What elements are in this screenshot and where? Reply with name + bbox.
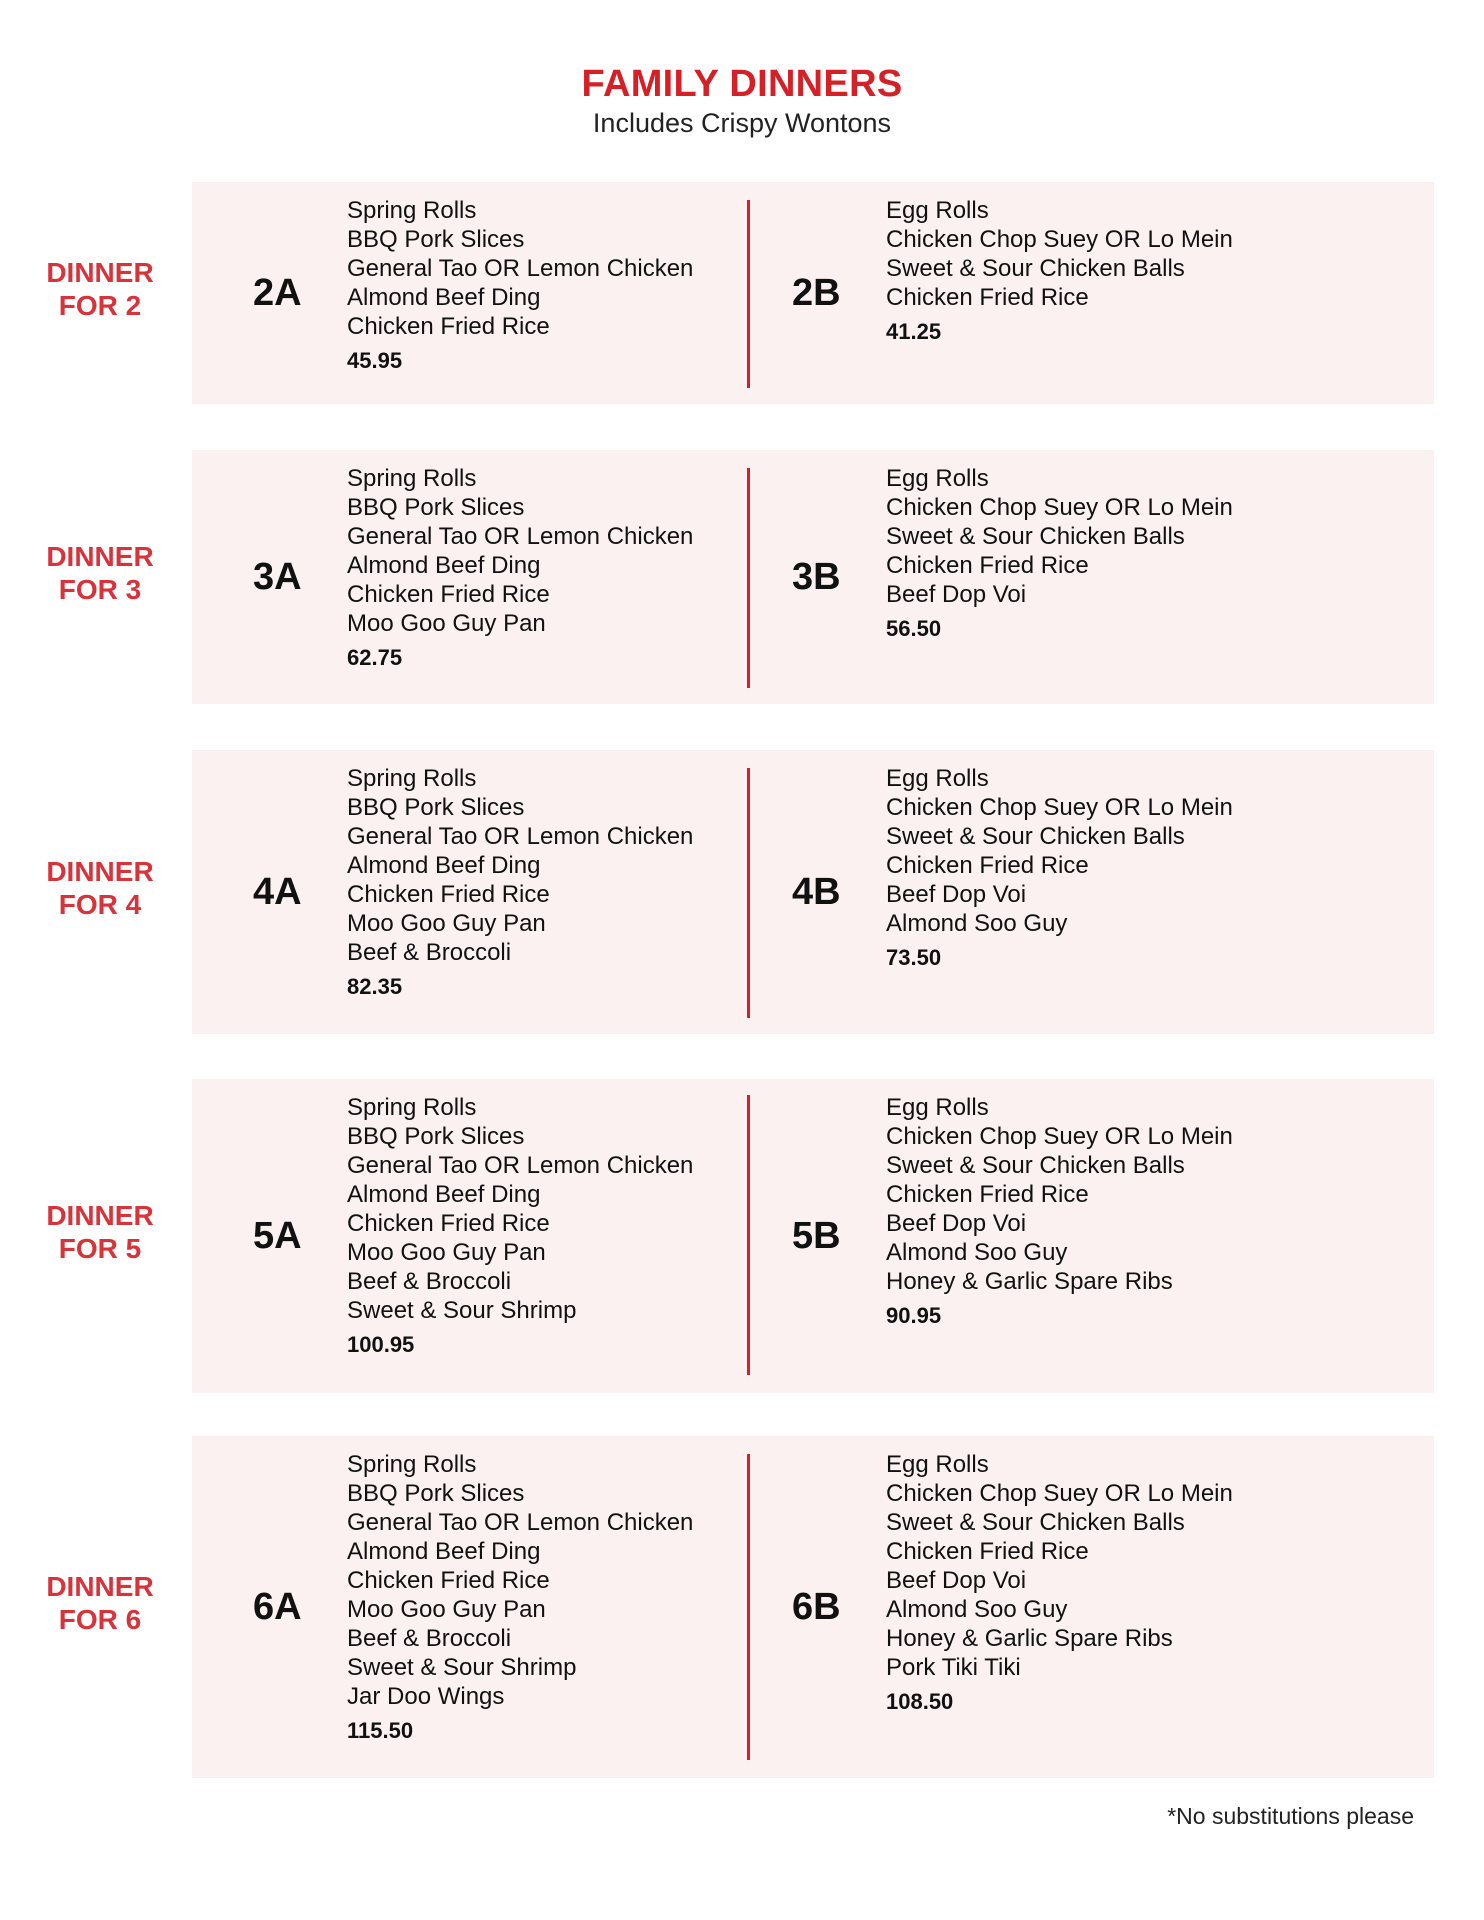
menu-item: Sweet & Sour Chicken Balls — [886, 1509, 1185, 1536]
section-label-line1: DINNER — [46, 541, 154, 572]
menu-item: Almond Beef Ding — [347, 1181, 541, 1208]
menu-item: Chicken Fried Rice — [347, 313, 550, 340]
option-items-2b — [886, 196, 1233, 345]
menu-item: Beef Dop Voi — [886, 881, 1027, 908]
menu-item: Moo Goo Guy Pan — [347, 1239, 546, 1266]
section-label-line2: FOR 5 — [58, 1233, 142, 1264]
menu-item: Spring Rolls — [347, 1451, 477, 1478]
menu-item: Chicken Fried Rice — [347, 881, 550, 908]
option-price-3a: 62.75 — [347, 645, 403, 670]
menu-item: Beef Dop Voi — [886, 1567, 1027, 1594]
dinner-panel-6 — [192, 1436, 1434, 1778]
section-label-line2: FOR 6 — [58, 1604, 142, 1635]
menu-item: Chicken Chop Suey OR Lo Mein — [886, 1123, 1233, 1150]
menu-item: Beef Dop Voi — [886, 581, 1027, 608]
option-price-4a: 82.35 — [347, 974, 403, 999]
section-label-line1: DINNER — [46, 257, 154, 288]
dinner-panel-4 — [192, 750, 1434, 1034]
menu-item: Chicken Fried Rice — [886, 284, 1089, 311]
menu-item: Egg Rolls — [886, 465, 989, 492]
menu-item: Almond Beef Ding — [347, 284, 541, 311]
menu-item: Sweet & Sour Chicken Balls — [886, 823, 1185, 850]
menu-item: Sweet & Sour Shrimp — [347, 1297, 577, 1324]
menu-item: Spring Rolls — [347, 1094, 477, 1121]
menu-item: Honey & Garlic Spare Ribs — [886, 1268, 1173, 1295]
option-price-4b: 73.50 — [886, 945, 942, 970]
dinner-panel-2 — [192, 182, 1434, 404]
menu-item: Chicken Fried Rice — [886, 552, 1089, 579]
menu-item: Almond Beef Ding — [347, 852, 541, 879]
menu-item: Chicken Chop Suey OR Lo Mein — [886, 226, 1233, 253]
column-divider — [747, 200, 750, 388]
menu-item: Almond Soo Guy — [886, 1596, 1068, 1623]
column-divider — [747, 1095, 750, 1375]
menu-item: Sweet & Sour Shrimp — [347, 1654, 577, 1681]
menu-item: General Tao OR Lemon Chicken — [347, 1509, 694, 1536]
menu-item: BBQ Pork Slices — [347, 494, 525, 521]
dinner-for-5-label — [20, 1199, 180, 1265]
option-items-5a — [347, 1093, 693, 1358]
option-code-6a: 6A — [253, 1586, 302, 1628]
option-items-4b — [886, 764, 1233, 971]
option-code-2b: 2B — [792, 272, 841, 314]
section-label-line1: DINNER — [46, 856, 154, 887]
dinner-panel-3 — [192, 450, 1434, 704]
menu-item: Almond Soo Guy — [886, 1239, 1068, 1266]
menu-header — [0, 62, 1484, 140]
menu-item: Honey & Garlic Spare Ribs — [886, 1625, 1173, 1652]
option-items-2a — [347, 196, 693, 374]
option-code-4a: 4A — [253, 871, 302, 913]
menu-item: Beef & Broccoli — [347, 939, 512, 966]
menu-item: Pork Tiki Tiki — [886, 1654, 1021, 1681]
menu-item: General Tao OR Lemon Chicken — [347, 255, 694, 282]
menu-subtitle: Includes Crispy Wontons — [592, 108, 892, 138]
menu-item: Chicken Fried Rice — [886, 1181, 1089, 1208]
menu-item: Egg Rolls — [886, 1094, 989, 1121]
menu-item: Jar Doo Wings — [347, 1683, 505, 1710]
menu-item: Spring Rolls — [347, 197, 477, 224]
column-divider — [747, 468, 750, 688]
menu-item: Sweet & Sour Chicken Balls — [886, 523, 1185, 550]
section-label-line2: FOR 3 — [58, 574, 142, 605]
menu-item: Chicken Chop Suey OR Lo Mein — [886, 794, 1233, 821]
dinner-for-4-label — [20, 855, 180, 921]
menu-item: Chicken Chop Suey OR Lo Mein — [886, 494, 1233, 521]
menu-item: Chicken Fried Rice — [347, 1210, 550, 1237]
option-price-5a: 100.95 — [347, 1332, 415, 1357]
option-code-2a: 2A — [253, 272, 302, 314]
dinner-for-2-label — [20, 256, 180, 322]
dinner-for-6-label — [20, 1570, 180, 1636]
column-divider — [747, 768, 750, 1018]
option-code-5b: 5B — [792, 1215, 841, 1257]
option-code-3b: 3B — [792, 556, 841, 598]
menu-item: Beef & Broccoli — [347, 1268, 512, 1295]
menu-item: Sweet & Sour Chicken Balls — [886, 255, 1185, 282]
menu-item: Moo Goo Guy Pan — [347, 610, 546, 637]
option-items-6a — [347, 1450, 693, 1744]
menu-item: Chicken Fried Rice — [347, 1567, 550, 1594]
menu-item: General Tao OR Lemon Chicken — [347, 1152, 694, 1179]
menu-item: Chicken Fried Rice — [886, 1538, 1089, 1565]
menu-item: Chicken Fried Rice — [347, 581, 550, 608]
section-label-line1: DINNER — [46, 1571, 154, 1602]
menu-item: Spring Rolls — [347, 465, 477, 492]
footnote: *No substitutions please — [1167, 1803, 1414, 1829]
menu-item: Almond Beef Ding — [347, 1538, 541, 1565]
column-divider — [747, 1454, 750, 1760]
option-items-5b — [886, 1093, 1233, 1329]
option-price-3b: 56.50 — [886, 616, 942, 641]
menu-item: Beef Dop Voi — [886, 1210, 1027, 1237]
option-items-6b — [886, 1450, 1233, 1715]
option-code-3a: 3A — [253, 556, 302, 598]
menu-item: Spring Rolls — [347, 765, 477, 792]
menu-item: BBQ Pork Slices — [347, 794, 525, 821]
menu-item: BBQ Pork Slices — [347, 1480, 525, 1507]
menu-item: Chicken Fried Rice — [886, 852, 1089, 879]
menu-item: Chicken Chop Suey OR Lo Mein — [886, 1480, 1233, 1507]
dinner-panel-5 — [192, 1079, 1434, 1393]
section-label-line2: FOR 2 — [58, 290, 142, 321]
menu-item: Egg Rolls — [886, 765, 989, 792]
section-label-line1: DINNER — [46, 1200, 154, 1231]
menu-item: BBQ Pork Slices — [347, 226, 525, 253]
menu-item: Almond Soo Guy — [886, 910, 1068, 937]
option-code-4b: 4B — [792, 871, 841, 913]
option-items-4a — [347, 764, 693, 1000]
menu-item: Moo Goo Guy Pan — [347, 1596, 546, 1623]
menu-item: Beef & Broccoli — [347, 1625, 512, 1652]
option-price-2a: 45.95 — [347, 348, 403, 373]
option-items-3a — [347, 464, 693, 671]
section-label-line2: FOR 4 — [58, 889, 142, 920]
menu-item: General Tao OR Lemon Chicken — [347, 823, 694, 850]
option-code-5a: 5A — [253, 1215, 302, 1257]
option-price-6a: 115.50 — [347, 1718, 414, 1743]
menu-item: Almond Beef Ding — [347, 552, 541, 579]
menu-item: Sweet & Sour Chicken Balls — [886, 1152, 1185, 1179]
menu-item: Moo Goo Guy Pan — [347, 910, 546, 937]
option-code-6b: 6B — [792, 1586, 841, 1628]
option-price-6b: 108.50 — [886, 1689, 954, 1714]
menu-item: General Tao OR Lemon Chicken — [347, 523, 694, 550]
option-items-3b — [886, 464, 1233, 642]
menu-item: Egg Rolls — [886, 1451, 989, 1478]
dinner-for-3-label — [20, 540, 180, 606]
menu-title: FAMILY DINNERS — [581, 63, 903, 105]
option-price-2b: 41.25 — [886, 319, 942, 344]
menu-item: BBQ Pork Slices — [347, 1123, 525, 1150]
menu-item: Egg Rolls — [886, 197, 989, 224]
option-price-5b: 90.95 — [886, 1303, 942, 1328]
